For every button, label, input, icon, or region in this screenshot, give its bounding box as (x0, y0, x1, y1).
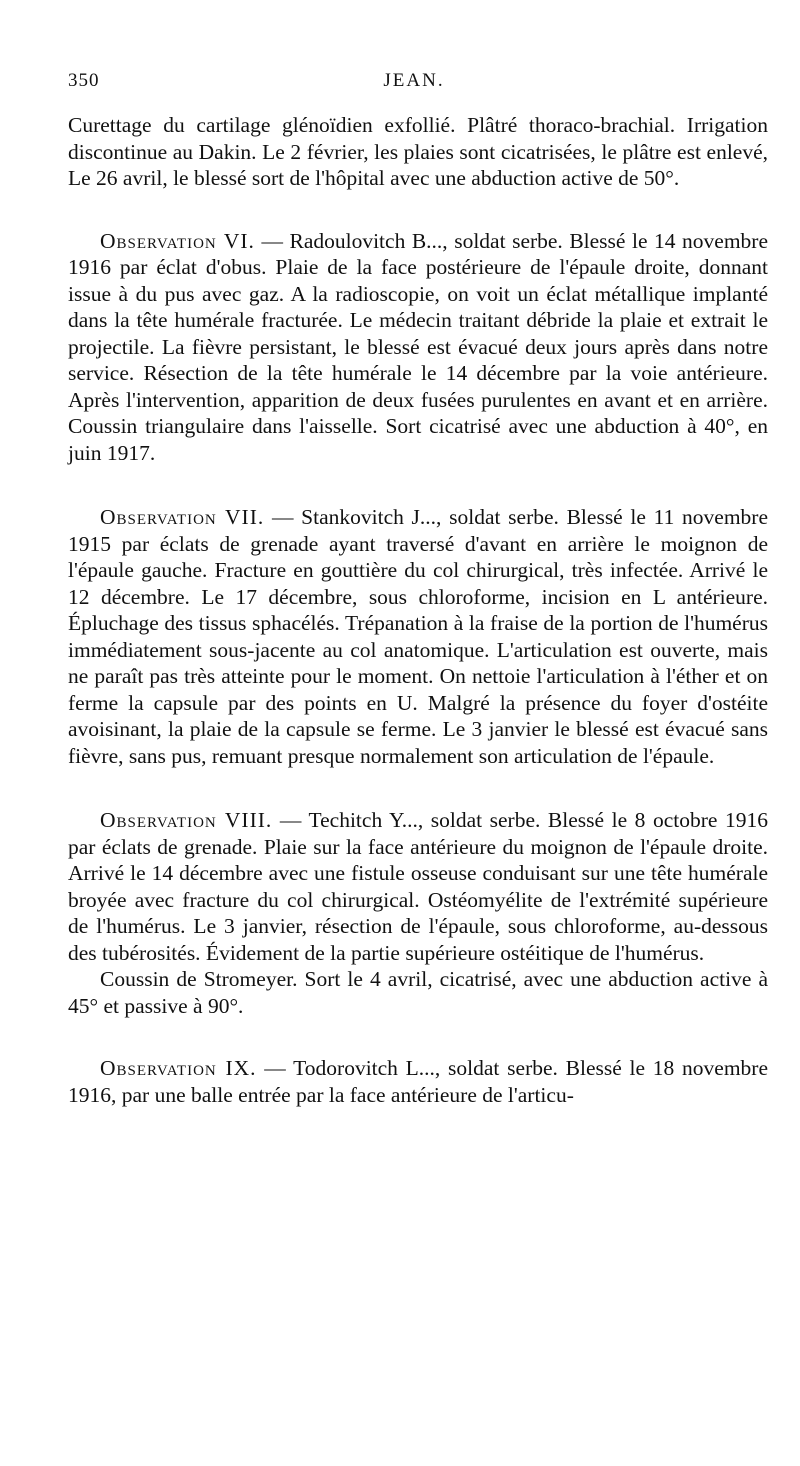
paragraph-text: Curettage du cartilage glénoïdien exfollié. Plâtré thoraco-brachial. Irrigation discontinue au Dakin. Le 2 février, les plaies sont cicatrisées, le plâtre est enlevé, Le 26 avril, le blessé sort de l'hôpital avec une abduction active de 50°. (68, 113, 768, 190)
observation-label: Observation VII. (100, 505, 265, 529)
paragraph-continuation (68, 112, 768, 192)
observation-viii (68, 807, 768, 966)
page-number: 350 (68, 70, 100, 91)
observation-label: Observation VIII. (100, 808, 273, 832)
observation-label: Observation IX. (100, 1056, 257, 1080)
page-header (68, 70, 760, 100)
observation-vi (68, 228, 768, 467)
running-head: JEAN. (383, 70, 445, 91)
observation-text: — Techitch Y..., soldat serbe. Blessé le 8 octobre 1916 par éclats de grenade. Plaie sur la face antérieure du moignon de l'épaule droite. Arrivé le 14 décembre avec une fistule osseuse conduisant sur une tête humérale broyée avec fracture du col chirurgical. Ostéomyélite de l'extrémité supérieure de l'humérus. Le 3 janvier, résection de l'épaule, sous chloroforme, au-dessous des tubérosités. Évidement de la partie supérieure ostéitique de l'humérus. (68, 808, 768, 965)
paragraph-continuation-2 (68, 966, 768, 1019)
observation-ix (68, 1055, 768, 1108)
observation-text: — Radoulovitch B..., soldat serbe. Blessé le 14 novembre 1916 par éclat d'obus. Plaie de la face postérieure de l'épaule droite, donnant issue à du pus avec gaz. A la radioscopie, on voit un éclat métallique implanté dans la tête humérale fracturée. Le médecin traitant débride la plaie et extrait le projectile. La fièvre persistant, le blessé est évacué deux jours après dans notre service. Résection de la tête humérale le 14 décembre par la voie antérieure. Après l'intervention, apparition de deux fusées purulentes en avant et en arrière. Coussin triangulaire dans l'aisselle. Sort cicatrisé avec une abduction à 40°, en juin 1917. (68, 228, 769, 465)
paragraph-text: Coussin de Stromeyer. Sort le 4 avril, cicatrisé, avec une abduction active à 45° et passive à 90°. (68, 967, 768, 1018)
document-body (68, 112, 768, 1108)
observation-label: Observation VI. (100, 228, 255, 253)
observation-text: — Todorovitch L..., soldat serbe. Blessé le 18 novembre 1916, par une balle entrée par la face antérieure de l'articu- (68, 1056, 768, 1107)
observation-text: — Stankovitch J..., soldat serbe. Blessé le 11 novembre 1915 par éclats de grenade ayant traversé d'avant en arrière le moignon de l'épaule gauche. Fracture en gouttière du col chirurgical, très infectée. Arrivé le 12 décembre. Le 17 décembre, sous chloroforme, incision en L antérieure. Épluchage des tissus sphacélés. Trépanation à la fraise de la portion de l'humérus immédiatement sous-jacente au col anatomique. L'articulation est ouverte, mais ne paraît pas très atteinte pour le moment. On nettoie l'articulation à l'éther et on ferme la capsule par des points en U. Malgré la présence du foyer d'ostéite avoisinant, la plaie de la capsule se ferme. Le 3 janvier le blessé est évacué sans fièvre, sans pus, remuant presque normalement son articulation de l'épaule. (68, 505, 768, 768)
observation-vii (68, 504, 768, 769)
